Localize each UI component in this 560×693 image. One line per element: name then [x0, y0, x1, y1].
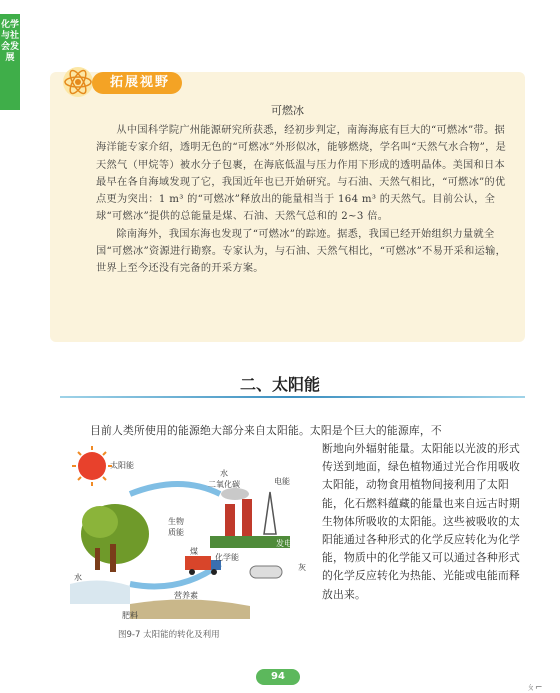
label-ash: 灰 [298, 563, 306, 572]
label-water: 水 [74, 573, 82, 582]
section-intro: 目前人类所使用的能源绝大部分来自太阳能。太阳是个巨大的能源库，不 [90, 424, 442, 437]
label-fertilizer: 肥料 [122, 611, 138, 620]
label-nutrient: 营养素 [174, 591, 198, 600]
corner-mark: ㄆ⌐ [526, 683, 543, 693]
label-electric: 电能 [274, 477, 290, 486]
box-title: 可燃冰 [271, 104, 304, 117]
section-divider [60, 396, 525, 398]
solar-energy-figure [70, 444, 320, 629]
chapter-side-tab: 化学与社会发展 [0, 14, 20, 110]
extension-banner [60, 66, 190, 96]
figure-illustration [70, 444, 320, 629]
banner-title: 拓展视野 [92, 72, 182, 94]
section-heading: 二、太阳能 [239, 375, 320, 394]
label-sun: 太阳能 [110, 461, 134, 470]
box-paragraph-2: 除南海外，我国东海也发现了“可燃冰”的踪迹。据悉，我国已经开始组织力量就全国“可燃冰”资源进行勘察。专家认为，与石油、天然气相比，“可燃冰”不易开采和运输，世界上至今还没有完备的开采方案。 [96, 228, 507, 275]
label-bio-energy: 生物 质能 [168, 517, 184, 537]
label-water-co2: 水 二氧化碳 [208, 469, 240, 489]
atom-icon [60, 66, 96, 98]
label-chem-energy: 化学能 [215, 553, 239, 562]
label-power-plant: 发电厂 [276, 539, 300, 548]
page-number: 94 [256, 669, 300, 685]
box-text [96, 122, 512, 278]
box-paragraph-1: 从中国科学院广州能源研究所获悉，经初步判定，南海海底有巨大的“可燃冰”带。据海洋能专家介绍，透明无色的“可燃冰”外形似冰，能够燃烧，学名叫“天然气水合物”，是天然气（甲烷等）被水分子包裹，在海底低温与压力作用下形成的透明晶体。美国和日本最早在各自海域发现了它，我国近年也已开始研究。与石油、天然气相比，“可燃冰”的优点更为突出：1 m³ 的“可燃冰”释放出的能量相当于 164 m³ 的天然气。目前公认，全球“可燃冰”提供的总能量是煤、石油、天然气总和的 2~3 倍。 [96, 125, 507, 223]
figure-caption: 图9-7 太阳能的转化及利用 [118, 630, 220, 640]
section-body: 断地向外辐射能量。太阳能以光波的形式传送到地面，绿色植物通过光合作用吸收太阳能，动物食用植物间接利用了太阳能，化石燃料蕴藏的能量也来自远古时期生物体所吸收的太阳能。这些被吸收的太阳能通过各种形式的化学反应转化为化学能，物质中的化学能又可以通过各种形式的化学反应转化为热能、光能或电能而释放出来。 [322, 442, 520, 601]
label-coal: 煤 [190, 547, 198, 556]
